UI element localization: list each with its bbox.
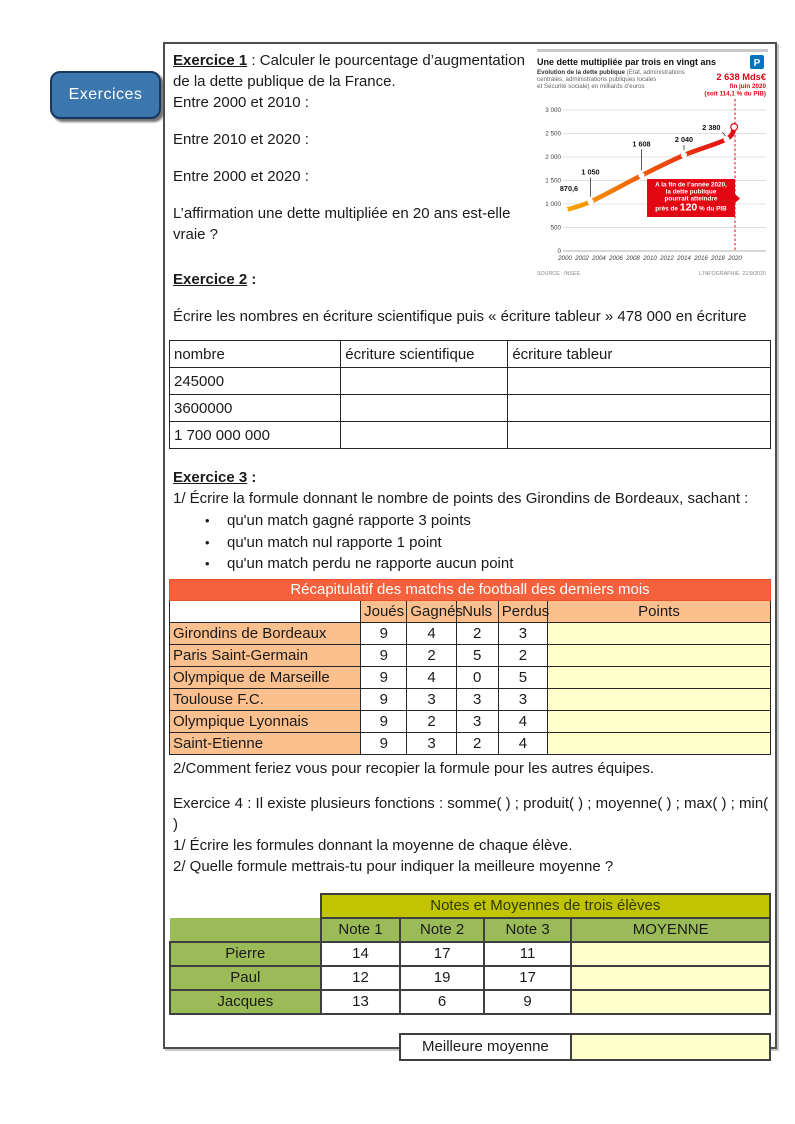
- notes-table: [169, 893, 771, 1015]
- note-cell: 11: [484, 942, 572, 966]
- x-tick-label: 2010: [643, 255, 657, 262]
- header-joues: Joués: [361, 600, 407, 622]
- answer-cell: [341, 395, 508, 422]
- bullet-item: • qu'un match gagné rapporte 3 points: [205, 510, 771, 532]
- point-label: 1 608: [632, 139, 651, 149]
- exercise3-bullets: [205, 510, 771, 575]
- joues-cell: 9: [361, 688, 407, 710]
- joues-cell: 9: [361, 644, 407, 666]
- highlight-pib: (soit 114,1 % du PIB): [704, 90, 766, 98]
- table-header-row: [170, 341, 771, 368]
- team-cell: Olympique de Marseille: [170, 666, 361, 688]
- y-tick-label: 2 500: [545, 130, 561, 138]
- x-tick-label: 2020: [728, 255, 742, 262]
- data-point: [731, 124, 738, 131]
- chart-subtitle: et Sécurité sociale) en milliards d’euros: [537, 83, 645, 90]
- exercise3-title: Exercice 3: [173, 469, 248, 486]
- exercise2-heading: Exercice 2 :: [173, 271, 257, 288]
- best-average-label: Meilleure moyenne: [400, 1034, 571, 1060]
- header-note3: Note 3: [484, 918, 572, 942]
- nuls-cell: 3: [456, 710, 498, 732]
- student-name-cell: Pierre: [170, 942, 321, 966]
- table-row: [170, 422, 771, 449]
- exercise1-intro-text: : Calculer le pourcentage d’augmentation de la dette publique de la France.: [173, 52, 525, 90]
- note-cell: 12: [321, 966, 401, 990]
- y-tick-label: 2 000: [545, 154, 561, 162]
- nuls-cell: 5: [456, 644, 498, 666]
- exercise3-q2: 2/Comment feriez vous pour recopier la formule pour les autres équipes.: [173, 759, 655, 777]
- data-point: [724, 136, 730, 142]
- annotation-line: près de 120 % du PIB: [655, 201, 727, 214]
- scientific-notation-table: [169, 340, 771, 449]
- note-cell: 17: [400, 942, 483, 966]
- header-perdus: Perdus: [498, 600, 547, 622]
- answer-cell: [341, 368, 508, 395]
- moyenne-cell: [571, 942, 770, 966]
- x-tick-label: 2002: [575, 255, 589, 262]
- y-tick-label: 3 000: [545, 107, 561, 115]
- point-label: 2 040: [674, 135, 694, 145]
- annotation-line: A la fin de l’année 2020,: [655, 181, 727, 189]
- gagnes-cell: 2: [407, 644, 456, 666]
- data-point: [681, 152, 687, 158]
- exercise1-item: Entre 2000 et 2020 :: [173, 168, 309, 185]
- x-tick-label: 2014: [677, 255, 691, 262]
- debt-chart-svg: [537, 49, 768, 281]
- points-cell: [548, 622, 771, 644]
- header-ecriture-tableur: écriture tableur: [508, 341, 771, 368]
- perdus-cell: 4: [498, 732, 547, 754]
- notes-table-title: Notes et Moyennes de trois élèves: [321, 894, 770, 918]
- gagnes-cell: 3: [407, 732, 456, 754]
- student-row: [170, 966, 770, 990]
- exercise1-item: Entre 2000 et 2010 :: [173, 94, 309, 111]
- exercise1-question: L’affirmation une dette multipliée en 20 ans est-elle vraie ?: [173, 205, 511, 243]
- data-point: [588, 199, 594, 205]
- exercise4-q1: 1/ Écrire les formules donnant la moyenne de chaque élève.: [173, 836, 573, 854]
- header-nuls: Nuls: [456, 600, 498, 622]
- points-cell: [548, 688, 771, 710]
- answer-cell: [341, 422, 508, 449]
- y-tick-label: 500: [550, 224, 561, 232]
- joues-cell: 9: [361, 710, 407, 732]
- exercise4-intro: Exercice 4 : Il existe plusieurs fonctions : somme( ) ; produit( ) ; moyenne( ) ; max( ) ; min( ): [173, 794, 769, 833]
- gagnes-cell: 4: [407, 666, 456, 688]
- joues-cell: 9: [361, 666, 407, 688]
- header-nombre: nombre: [170, 341, 341, 368]
- nuls-cell: 3: [456, 688, 498, 710]
- chart-top-rule: [537, 49, 768, 52]
- table-row: [170, 368, 771, 395]
- nombre-cell: 3600000: [170, 395, 341, 422]
- nuls-cell: 2: [456, 622, 498, 644]
- team-cell: Girondins de Bordeaux: [170, 622, 361, 644]
- points-cell: [548, 666, 771, 688]
- exercises-badge-label: Exercices: [68, 86, 143, 103]
- header-moyenne: MOYENNE: [571, 918, 770, 942]
- chart-subtitle: Evolution de la dette publique (Etat, administrations: [537, 69, 685, 76]
- y-tick-label: 1 500: [545, 177, 561, 185]
- note-cell: 6: [400, 990, 483, 1014]
- notes-table-title-row: [170, 894, 770, 918]
- annotation-notch: [735, 194, 740, 203]
- header-gagnes: Gagnés: [407, 600, 456, 622]
- team-row: [170, 622, 771, 644]
- highlight-value: 2 638 Mds€: [716, 72, 766, 82]
- annotation-line: pourrait atteindre: [664, 195, 718, 203]
- chart-source: SOURCE : INSEE.: [537, 271, 582, 277]
- team-cell: Saint-Etienne: [170, 732, 361, 754]
- point-label: 2 380: [702, 123, 721, 133]
- best-average-table: [169, 1033, 771, 1061]
- header-note2: Note 2: [400, 918, 483, 942]
- team-row: [170, 666, 771, 688]
- team-cell: Toulouse F.C.: [170, 688, 361, 710]
- moyenne-cell: [571, 966, 770, 990]
- student-row: [170, 990, 770, 1014]
- blank-cell: [320, 1034, 400, 1060]
- x-tick-label: 2016: [694, 255, 708, 262]
- data-point: [639, 172, 645, 178]
- perdus-cell: 3: [498, 688, 547, 710]
- blank-cell: [170, 918, 321, 942]
- x-tick-label: 2000: [558, 255, 572, 262]
- note-cell: 14: [321, 942, 401, 966]
- joues-cell: 9: [361, 732, 407, 754]
- exercise1-block: [173, 50, 541, 245]
- debt-chart: [537, 49, 768, 281]
- nombre-cell: 1 700 000 000: [170, 422, 341, 449]
- team-row: [170, 688, 771, 710]
- joues-cell: 9: [361, 622, 407, 644]
- blank-cell: [170, 600, 361, 622]
- points-cell: [548, 710, 771, 732]
- football-table: [169, 579, 771, 755]
- x-tick-label: 2006: [609, 255, 623, 262]
- moyenne-cell: [571, 990, 770, 1014]
- header-ecriture-scientifique: écriture scientifique: [341, 341, 508, 368]
- exercise3-q1: 1/ Écrire la formule donnant le nombre de points des Girondins de Bordeaux, sachant :: [173, 490, 749, 507]
- team-cell: Paris Saint-Germain: [170, 644, 361, 666]
- table-row: [170, 395, 771, 422]
- answer-cell: [508, 368, 771, 395]
- answer-cell: [508, 395, 771, 422]
- points-cell: [548, 732, 771, 754]
- perdus-cell: 4: [498, 710, 547, 732]
- exercise4-block: [173, 793, 771, 877]
- highlight-date: fin juin 2020: [729, 83, 766, 90]
- football-table-title: Récapitulatif des matchs de football des derniers mois: [170, 579, 771, 600]
- y-tick-label: 1 000: [545, 201, 561, 209]
- note-cell: 9: [484, 990, 572, 1014]
- label-connector: [723, 132, 726, 136]
- chart-title: Une dette multipliée par trois en vingt ans: [537, 57, 717, 67]
- blank-cell: [170, 894, 321, 918]
- nuls-cell: 0: [456, 666, 498, 688]
- x-tick-label: 2018: [711, 255, 725, 262]
- football-table-header-row: [170, 600, 771, 622]
- x-tick-label: 2008: [626, 255, 640, 262]
- y-tick-label: 0: [557, 248, 561, 256]
- bullet-item: • qu'un match nul rapporte 1 point: [205, 532, 771, 554]
- nuls-cell: 2: [456, 732, 498, 754]
- perdus-cell: 3: [498, 622, 547, 644]
- notes-table-header-row: [170, 918, 770, 942]
- annotation-line: la dette publique: [665, 188, 717, 196]
- football-table-title-row: [170, 579, 771, 600]
- x-tick-label: 2012: [660, 255, 674, 262]
- perdus-cell: 5: [498, 666, 547, 688]
- student-name-cell: Jacques: [170, 990, 321, 1014]
- team-cell: Olympique Lyonnais: [170, 710, 361, 732]
- exercise4-q2: 2/ Quelle formule mettrais-tu pour indiquer la meilleure moyenne ?: [173, 857, 614, 875]
- perdus-cell: 2: [498, 644, 547, 666]
- exercises-badge: [50, 71, 161, 119]
- team-row: [170, 710, 771, 732]
- team-row: [170, 644, 771, 666]
- point-label: 1 050: [581, 167, 600, 177]
- gagnes-cell: 2: [407, 710, 456, 732]
- best-average-answer-cell: [571, 1034, 770, 1060]
- header-points: Points: [548, 600, 771, 622]
- exercise1-title: Exercice 1: [173, 52, 248, 69]
- best-average-row: [169, 1034, 770, 1060]
- nombre-cell: 245000: [170, 368, 341, 395]
- header-note1: Note 1: [321, 918, 401, 942]
- exercise3-heading: Exercice 3 :: [173, 469, 257, 486]
- team-row: [170, 732, 771, 754]
- student-row: [170, 942, 770, 966]
- exercise1-item: Entre 2010 et 2020 :: [173, 131, 309, 148]
- chart-subtitle: centrales, administrations publiques locales: [537, 76, 657, 83]
- x-tick-label: 2004: [592, 255, 606, 262]
- student-name-cell: Paul: [170, 966, 321, 990]
- data-point: [562, 207, 568, 213]
- note-cell: 17: [484, 966, 572, 990]
- exercise2-intro: Écrire les nombres en écriture scientifique puis « écriture tableur » 478 000 en écriture: [173, 308, 747, 325]
- newspaper-logo-letter: P: [753, 57, 761, 69]
- note-cell: 13: [321, 990, 401, 1014]
- bullet-item: • qu'un match perdu ne rapporte aucun point: [205, 553, 771, 575]
- points-cell: [548, 644, 771, 666]
- blank-cell: [169, 1034, 320, 1060]
- exercise2-title: Exercice 2: [173, 271, 248, 288]
- chart-credit: L’INFOGRAPHIE. 21/9/2020: [699, 271, 766, 277]
- gagnes-cell: 3: [407, 688, 456, 710]
- worksheet-frame: [163, 42, 777, 1055]
- gagnes-cell: 4: [407, 622, 456, 644]
- point-label: 870,6: [559, 184, 579, 194]
- note-cell: 19: [400, 966, 483, 990]
- exercise1-intro: [173, 50, 541, 92]
- answer-cell: [508, 422, 771, 449]
